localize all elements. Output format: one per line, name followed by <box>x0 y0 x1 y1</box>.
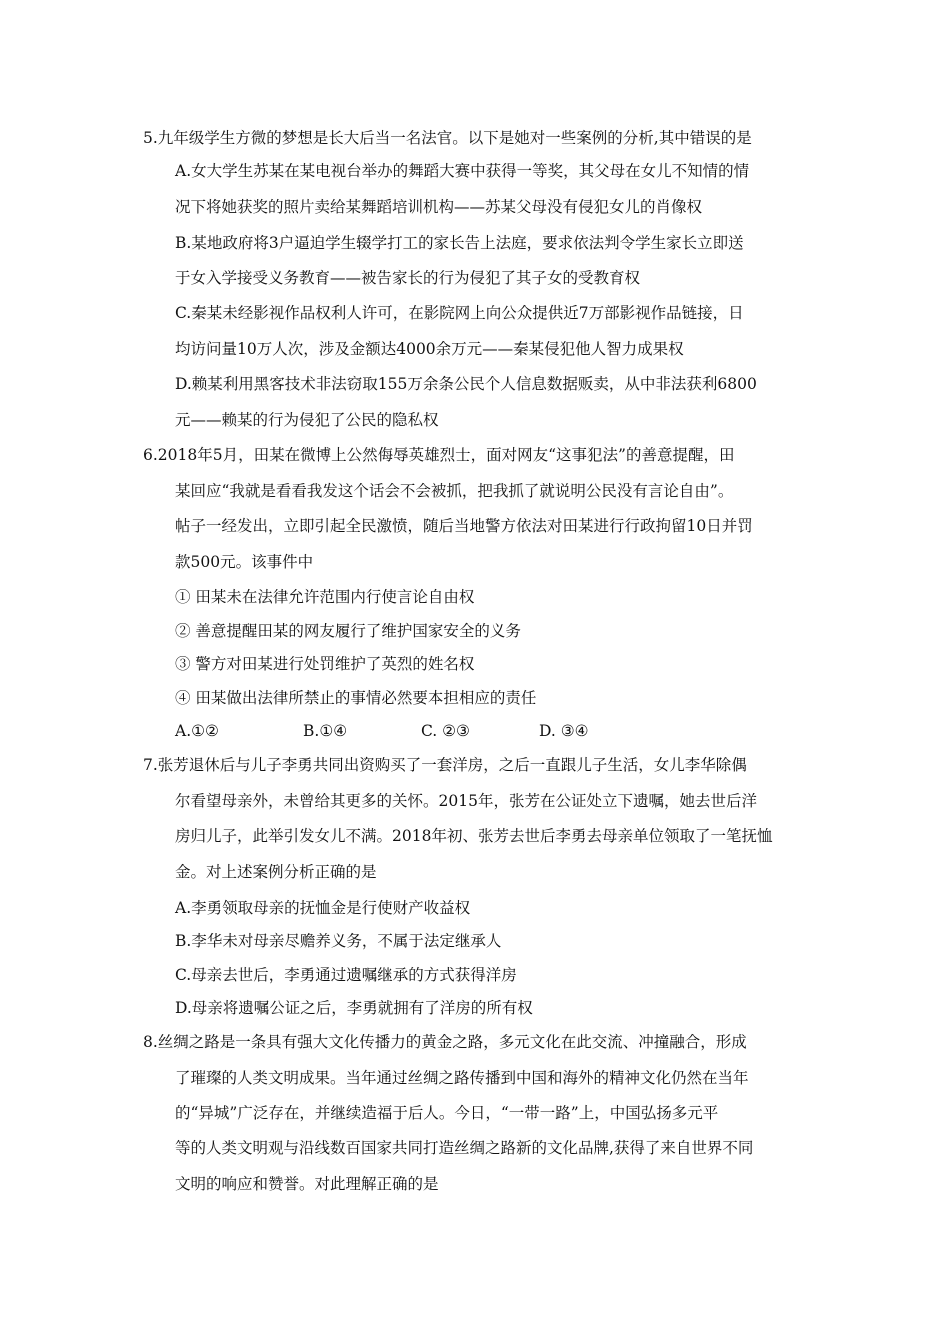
question-5-option-a-line1: A.女大学生苏某在某电视台举办的舞蹈大赛中获得一等奖，其父母在女儿不知情的情 <box>175 162 750 180</box>
question-6-choice-d: D. ③④ <box>539 722 589 740</box>
question-6-statement-1: ① 田某未在法律允许范围内行使言论自由权 <box>175 588 475 606</box>
question-6-stem-line3: 帖子一经发出，立即引起全民激愤，随后当地警方依法对田某进行行政拘留10日并罚 <box>175 517 753 535</box>
question-6-statement-2: ② 善意提醒田某的网友履行了维护国家安全的义务 <box>175 622 521 640</box>
question-5-option-b-line1: B.某地政府将3户逼迫学生辍学打工的家长告上法庭，要求依法判令学生家长立即送 <box>175 234 744 252</box>
question-6-choice-b: B.①④ <box>303 722 348 740</box>
question-7-stem-line4: 金。对上述案例分析正确的是 <box>175 863 377 881</box>
question-5-stem: 5.九年级学生方微的梦想是长大后当一名法官。以下是她对一些案例的分析,其中错误的是 <box>143 129 752 147</box>
question-6-choices <box>175 721 589 741</box>
question-7-option-a: A.李勇领取母亲的抚恤金是行使财产收益权 <box>175 899 471 917</box>
question-7-stem-line2: 尔看望母亲外，未曾给其更多的关怀。2015年，张芳在公证处立下遗嘱，她去世后洋 <box>175 792 757 810</box>
question-6-stem-line4: 款500元。该事件中 <box>175 553 314 571</box>
question-7-option-b: B.李华未对母亲尽赡养义务，不属于法定继承人 <box>175 932 502 950</box>
question-8-stem-line4: 等的人类文明观与沿线数百国家共同打造丝绸之路新的文化品牌,获得了来自世界不同 <box>175 1139 754 1157</box>
question-6-stem-line1: 6.2018年5月，田某在微博上公然侮辱英雄烈士，面对网友“这事犯法”的善意提醒，田 <box>143 446 735 464</box>
question-6-choice-c: C. ②③ <box>421 722 470 740</box>
question-5-option-c-line2: 均访问量10万人次，涉及金额达4000余万元——秦某侵犯他人智力成果权 <box>175 340 684 358</box>
question-5-option-c-line1: C.秦某未经影视作品权利人许可，在影院网上向公众提供近7万部影视作品链接，日 <box>175 304 744 322</box>
question-8-stem-line3: 的“异城”广泛存在，并继续造福于后人。今日，“一带一路”上，中国弘扬多元平 <box>175 1104 719 1122</box>
question-7-option-c: C.母亲去世后，李勇通过遗嘱继承的方式获得洋房 <box>175 966 517 984</box>
question-8-stem-line5: 文明的响应和赞誉。对此理解正确的是 <box>175 1175 439 1193</box>
question-5-option-b-line2: 于女入学接受义务教育——被告家长的行为侵犯了其子女的受教育权 <box>175 269 641 287</box>
question-6-statement-4: ④ 田某做出法律所禁止的事情必然要本担相应的责任 <box>175 689 537 707</box>
question-7-stem-line3: 房归儿子，此举引发女儿不满。2018年初、张芳去世后李勇去母亲单位领取了一笔抚恤 <box>175 827 773 845</box>
question-7-option-d: D.母亲将遗嘱公证之后，李勇就拥有了洋房的所有权 <box>175 999 533 1017</box>
question-8-stem-line1: 8.丝绸之路是一条具有强大文化传播力的黄金之路，多元文化在此交流、冲撞融合，形成 <box>143 1033 747 1051</box>
question-6-choice-a: A.①② <box>175 722 219 740</box>
question-5-option-d-line1: D.赖某利用黑客技术非法窃取155万余条公民个人信息数据贩卖，从中非法获利6800 <box>175 375 757 393</box>
question-8-stem-line2: 了璀璨的人类文明成果。当年通过丝绸之路传播到中国和海外的精神文化仍然在当年 <box>175 1069 749 1087</box>
question-5-option-a-line2: 况下将她获奖的照片卖给某舞蹈培训机构——苏某父母没有侵犯女儿的肖像权 <box>175 198 703 216</box>
question-6-stem-line2: 某回应“我就是看看我发这个话会不会被抓，把我抓了就说明公民没有言论自由”。 <box>175 482 734 500</box>
question-7-stem-line1: 7.张芳退休后与儿子李勇共同出资购买了一套洋房，之后一直跟儿子生活，女儿李华除偶 <box>143 756 747 774</box>
question-6-statement-3: ③ 警方对田某进行处罚维护了英烈的姓名权 <box>175 655 475 673</box>
question-5-option-d-line2: 元——赖某的行为侵犯了公民的隐私权 <box>175 411 439 429</box>
